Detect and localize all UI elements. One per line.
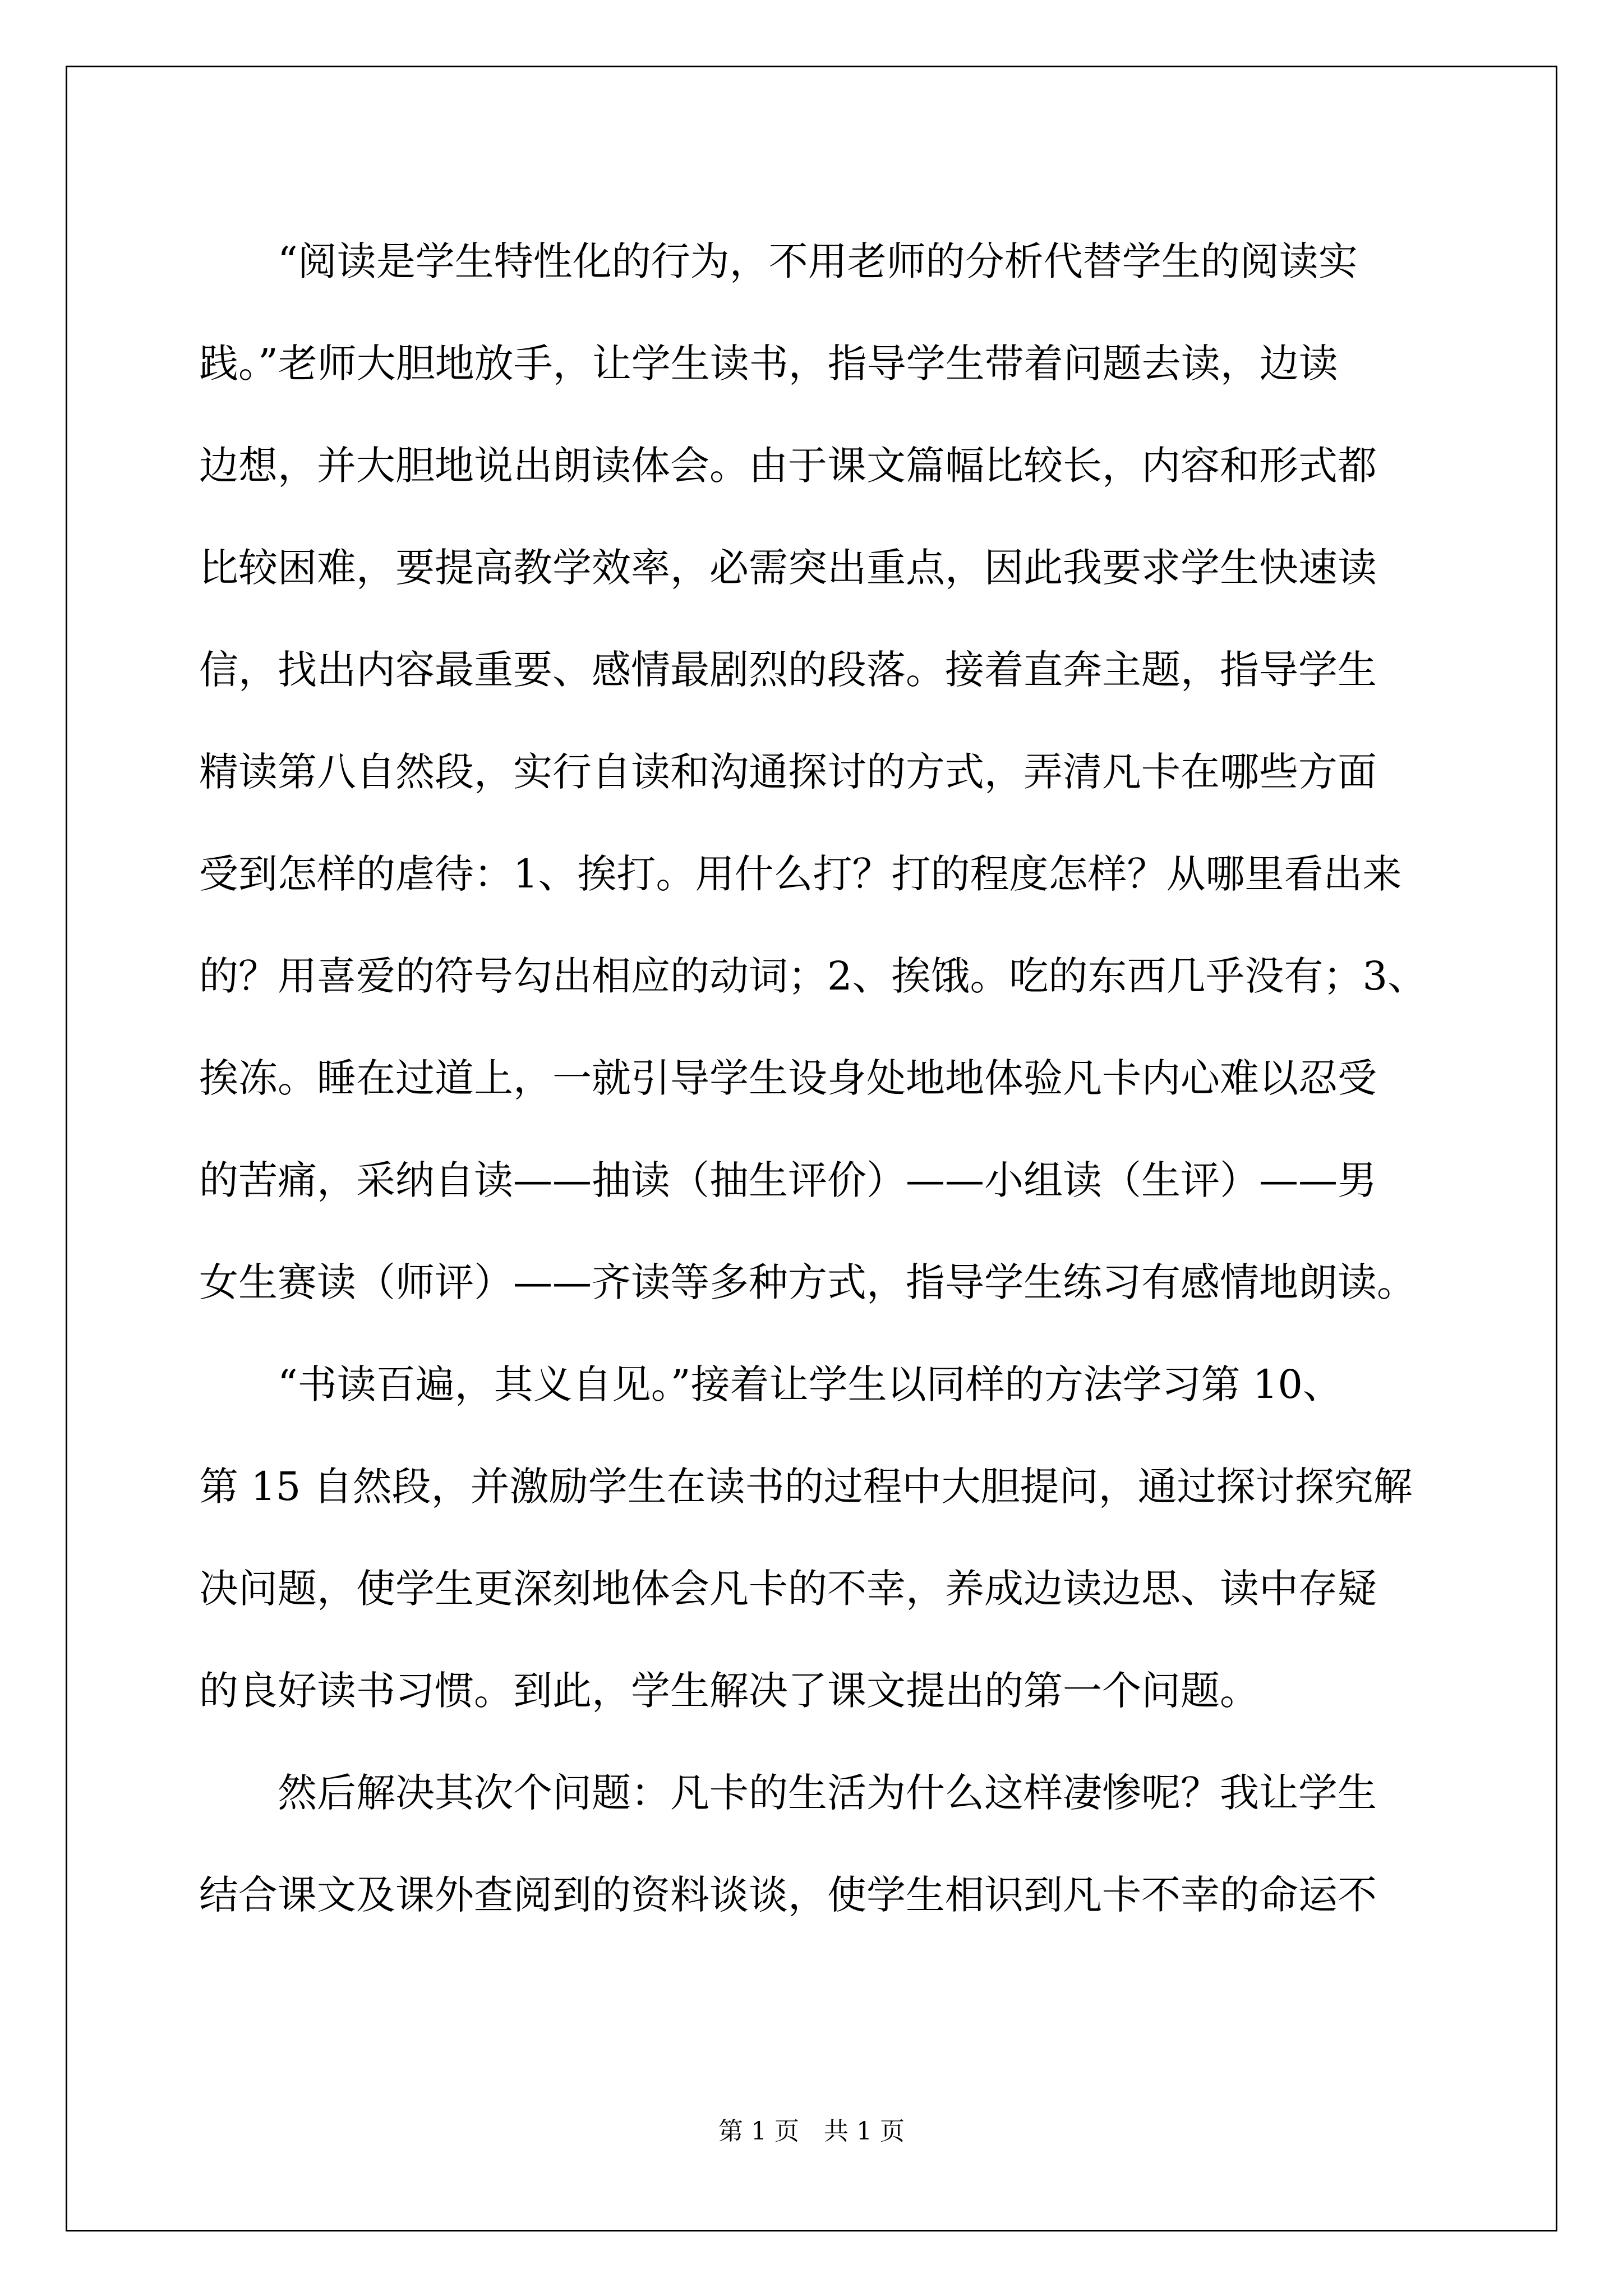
text-line: “书读百遍，其义自见。”接着让学生以同样的方法学习第 10、	[199, 1361, 1342, 1407]
text-line: 第 15 自然段，并激励学生在读书的过程中大胆提问，通过探讨探究解	[199, 1464, 1413, 1510]
page-number-footer: 第 1 页 共 1 页	[718, 2117, 905, 2146]
text-line: 边想，并大胆地说出朗读体会。由于课文篇幅比较长，内容和形式都	[199, 443, 1377, 489]
text-line: 比较困难，要提高教学效率，必需突出重点，因此我要求学生快速读	[199, 545, 1377, 591]
text-line: “阅读是学生特性化的行为，不用老师的分析代替学生的阅读实	[199, 238, 1358, 284]
text-line: 的？用喜爱的符号勾出相应的动词；2、挨饿。吃的东西几乎没有；3、	[199, 953, 1427, 999]
text-line: 挨冻。睡在过道上，一就引导学生设身处地地体验凡卡内心难以忍受	[199, 1055, 1377, 1101]
text-line: 的苦痛，采纳自读——抽读（抽生评价）——小组读（生评）——男	[199, 1157, 1377, 1203]
text-line: 信，找出内容最重要、感情最剧烈的段落。接着直奔主题，指导学生	[199, 647, 1377, 693]
text-line: 然后解决其次个问题：凡卡的生活为什么这样凄惨呢？我让学生	[199, 1770, 1377, 1816]
document-body	[199, 210, 1427, 1946]
text-line: 受到怎样的虐待：1、挨打。用什么打？打的程度怎样？从哪里看出来	[199, 851, 1402, 897]
text-line: 践。”老师大胆地放手，让学生读书，指导学生带着问题去读，边读	[199, 341, 1338, 386]
text-line: 的良好读书习惯。到此，学生解决了课文提出的第一个问题。	[199, 1668, 1259, 1714]
text-line: 精读第八自然段，实行自读和沟通探讨的方式，弄清凡卡在哪些方面	[199, 749, 1377, 795]
text-line: 结合课文及课外查阅到的资料谈谈，使学生相识到凡卡不幸的命运不	[199, 1872, 1377, 1918]
text-line: 女生赛读（师评）——齐读等多种方式，指导学生练习有感情地朗读。	[199, 1259, 1416, 1305]
text-line: 决问题，使学生更深刻地体会凡卡的不幸，养成边读边思、读中存疑	[199, 1566, 1377, 1612]
